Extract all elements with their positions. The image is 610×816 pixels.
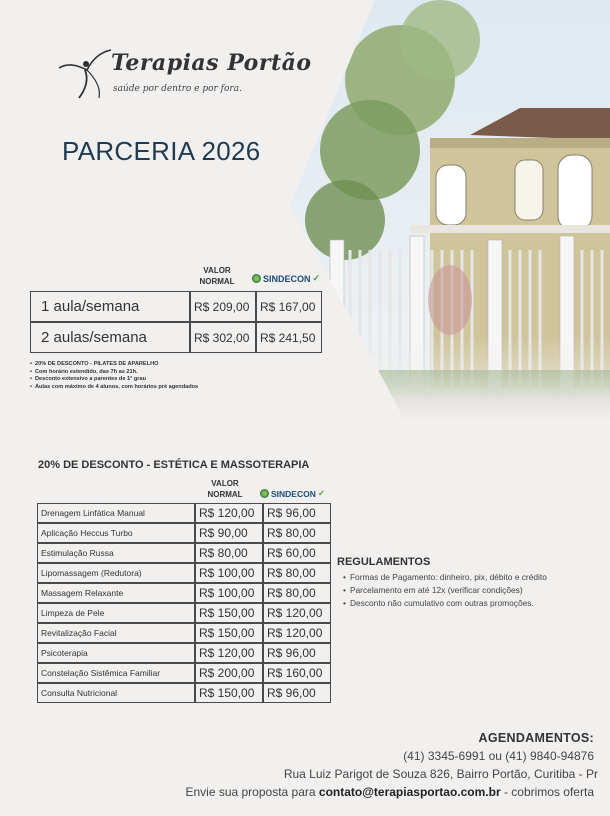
price-normal: R$ 120,00 (195, 503, 263, 523)
brand-name: Terapias Portão (111, 50, 312, 76)
estetica-col-sindecon (260, 488, 325, 499)
service-name: Aplicação Heccus Turbo (37, 523, 195, 543)
price-normal: R$ 150,00 (195, 603, 263, 623)
pilates-col-sindecon (252, 273, 320, 284)
table-row (37, 503, 331, 523)
price-sindecon: R$ 167,00 (256, 291, 322, 322)
email-suffix: - cobrimos oferta (500, 785, 594, 799)
price-normal: R$ 90,00 (195, 523, 263, 543)
service-name: 2 aulas/semana (30, 322, 190, 353)
page-title: PARCERIA 2026 (62, 136, 261, 166)
regulamento-item: • Desconto não cumulativo com outras promoções. (343, 597, 547, 610)
price-normal: R$ 100,00 (195, 563, 263, 583)
note-item: • Com horário estendido, das 7h as 21h. (30, 369, 198, 377)
regulamentos-heading: REGULAMENTOS (337, 556, 431, 568)
brand-tagline: saúde por dentro e por fora. (113, 84, 242, 94)
price-sindecon: R$ 80,00 (263, 583, 331, 603)
service-name: Consulta Nutricional (37, 683, 195, 703)
sindecon-logo-icon (260, 489, 269, 498)
price-sindecon: R$ 80,00 (263, 563, 331, 583)
table-row (37, 523, 331, 543)
table-row (37, 563, 331, 583)
table-row (37, 603, 331, 623)
email-link[interactable]: contato@terapiasportao.com.br (318, 785, 501, 799)
price-normal: R$ 302,00 (190, 322, 256, 353)
table-row (37, 663, 331, 683)
price-normal: R$ 100,00 (195, 583, 263, 603)
estetica-price-table (37, 503, 331, 703)
sindecon-label: SINDECON (263, 273, 311, 284)
agendamentos-heading: AGENDAMENTOS: (478, 731, 594, 745)
email-prefix: Envie sua proposta para (185, 785, 319, 799)
brand-logo (55, 48, 312, 108)
note-item: • Aulas com máximo de 4 alunos, com horários pré agendados (30, 384, 198, 392)
sindecon-logo-icon (252, 274, 261, 283)
price-sindecon: R$ 241,50 (256, 322, 322, 353)
note-item: • 20% DE DESCONTO - PILATES DE APARELHO (30, 361, 198, 369)
regulamento-item: • Parcelamento em até 12x (verificar condições) (343, 584, 547, 597)
table-row (37, 643, 331, 663)
contact-email-line (185, 785, 594, 799)
price-normal: R$ 150,00 (195, 683, 263, 703)
estetica-heading: 20% DE DESCONTO - ESTÉTICA E MASSOTERAPIA (38, 459, 310, 471)
pilates-notes (30, 361, 198, 391)
price-sindecon: R$ 60,00 (263, 543, 331, 563)
price-sindecon: R$ 96,00 (263, 503, 331, 523)
service-name: Revitalização Facial (37, 623, 195, 643)
table-row (30, 291, 322, 322)
table-row (37, 543, 331, 563)
price-sindecon: R$ 96,00 (263, 643, 331, 663)
price-sindecon: R$ 120,00 (263, 623, 331, 643)
contact-phones: (41) 3345-6991 ou (41) 9840-94876 (403, 749, 594, 763)
pilates-col-normal: VALOR NORMAL (199, 266, 235, 286)
table-row (30, 322, 322, 353)
price-sindecon: R$ 80,00 (263, 523, 331, 543)
service-name: Massagem Relaxante (37, 583, 195, 603)
sindecon-label: SINDECON (271, 488, 316, 499)
table-row (37, 583, 331, 603)
price-normal: R$ 209,00 (190, 291, 256, 322)
contact-address: Rua Luiz Parigot de Souza 826, Bairro Portão, Curitiba - Pr (283, 767, 598, 781)
price-sindecon: R$ 120,00 (263, 603, 331, 623)
price-normal: R$ 150,00 (195, 623, 263, 643)
service-name: Estimulação Russa (37, 543, 195, 563)
service-name: Psicoterapia (37, 643, 195, 663)
service-name: Lipomassagem (Redutora) (37, 563, 195, 583)
regulamentos-list (343, 571, 547, 610)
note-item: • Desconto extensivo a parentes de 1° grau (30, 376, 198, 384)
price-sindecon: R$ 96,00 (263, 683, 331, 703)
pilates-price-table (30, 291, 322, 353)
service-name: Drenagem Linfática Manual (37, 503, 195, 523)
estetica-col-normal: VALOR NORMAL (207, 479, 243, 499)
sindecon-check-icon: ✓ (312, 273, 321, 283)
service-name: Limpeza de Pele (37, 603, 195, 623)
price-sindecon: R$ 160,00 (263, 663, 331, 683)
regulamento-item: • Formas de Pagamento: dinheiro, pix, débito e crédito (343, 571, 547, 584)
price-normal: R$ 80,00 (195, 543, 263, 563)
service-name: Constelação Sistêmica Familiar (37, 663, 195, 683)
table-row (37, 683, 331, 703)
service-name: 1 aula/semana (30, 291, 190, 322)
sindecon-check-icon: ✓ (317, 488, 325, 498)
price-normal: R$ 200,00 (195, 663, 263, 683)
dancer-silhouette-icon (55, 48, 117, 100)
table-row (37, 623, 331, 643)
price-normal: R$ 120,00 (195, 643, 263, 663)
